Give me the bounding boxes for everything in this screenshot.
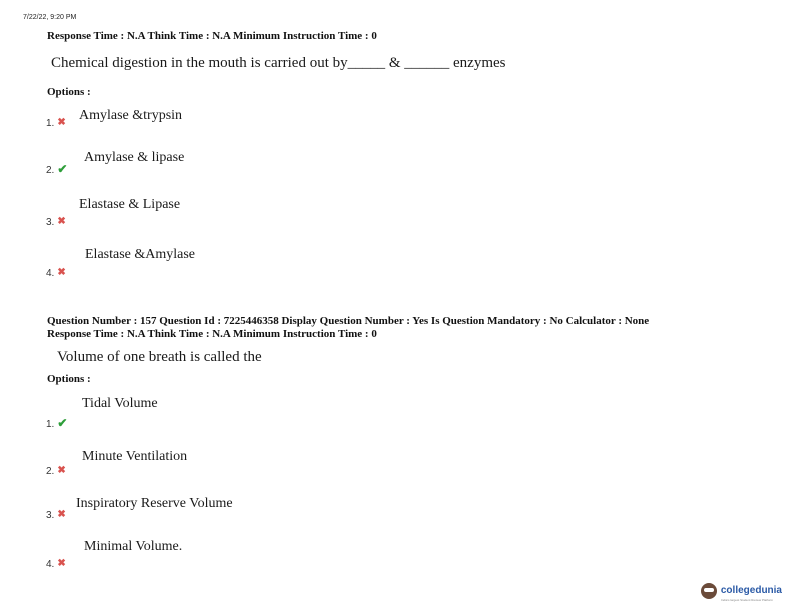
cross-icon: ✖ bbox=[57, 464, 66, 476]
q2-option-1 bbox=[46, 414, 67, 432]
collegedunia-logo bbox=[701, 580, 782, 602]
check-icon: ✔ bbox=[57, 415, 68, 430]
cross-icon: ✖ bbox=[57, 557, 66, 569]
cross-icon: ✖ bbox=[57, 116, 66, 128]
q1-option-3-text: Elastase & Lipase bbox=[79, 197, 181, 212]
q2-options-label: Options : bbox=[47, 373, 91, 385]
check-icon: ✔ bbox=[57, 161, 68, 176]
option-number: 3. bbox=[46, 510, 55, 521]
q1-option-2 bbox=[46, 160, 67, 178]
q2-meta-2: Response Time : N.A Think Time : N.A Minimum Instruction Time : 0 bbox=[47, 328, 377, 340]
q2-option-3 bbox=[46, 505, 66, 523]
option-number: 4. bbox=[46, 268, 55, 279]
option-number: 1. bbox=[46, 118, 55, 129]
cross-icon: ✖ bbox=[57, 508, 66, 520]
q1-option-4 bbox=[46, 263, 66, 281]
q1-option-2-text: Amylase & lipase bbox=[84, 150, 185, 165]
q1-meta: Response Time : N.A Think Time : N.A Minimum Instruction Time : 0 bbox=[47, 30, 377, 42]
logo-text: collegedunia bbox=[720, 585, 782, 596]
option-number: 2. bbox=[46, 165, 55, 176]
q2-meta-1: Question Number : 157 Question Id : 7225446358 Display Question Number : Yes Is Question Mandatory : No Calculator : None bbox=[47, 315, 650, 327]
q2-option-1-text: Tidal Volume bbox=[82, 396, 158, 411]
print-timestamp: 7/22/22, 9:20 PM bbox=[23, 14, 77, 21]
cross-icon: ✖ bbox=[57, 215, 66, 227]
q2-option-2 bbox=[46, 461, 66, 479]
q2-text: Volume of one breath is called the bbox=[57, 349, 262, 365]
cross-icon: ✖ bbox=[57, 266, 66, 278]
option-number: 4. bbox=[46, 559, 55, 570]
q1-options-label: Options : bbox=[47, 86, 91, 98]
q2-option-3-text: Inspiratory Reserve Volume bbox=[76, 496, 233, 511]
q1-option-1 bbox=[46, 113, 66, 131]
q1-option-3 bbox=[46, 212, 66, 230]
mascot-icon bbox=[701, 583, 717, 599]
option-number: 1. bbox=[46, 419, 55, 430]
option-number: 3. bbox=[46, 217, 55, 228]
q2-option-4-text: Minimal Volume. bbox=[84, 539, 183, 554]
q2-option-2-text: Minute Ventilation bbox=[82, 449, 188, 464]
q2-option-4 bbox=[46, 554, 66, 572]
q1-text: Chemical digestion in the mouth is carried out by_____ & ______ enzymes bbox=[51, 55, 506, 71]
q1-option-4-text: Elastase &Amylase bbox=[85, 247, 196, 262]
option-number: 2. bbox=[46, 466, 55, 477]
q1-option-1-text: Amylase &trypsin bbox=[79, 108, 183, 123]
logo-tagline: India's largest Student Review Platform bbox=[720, 598, 774, 602]
